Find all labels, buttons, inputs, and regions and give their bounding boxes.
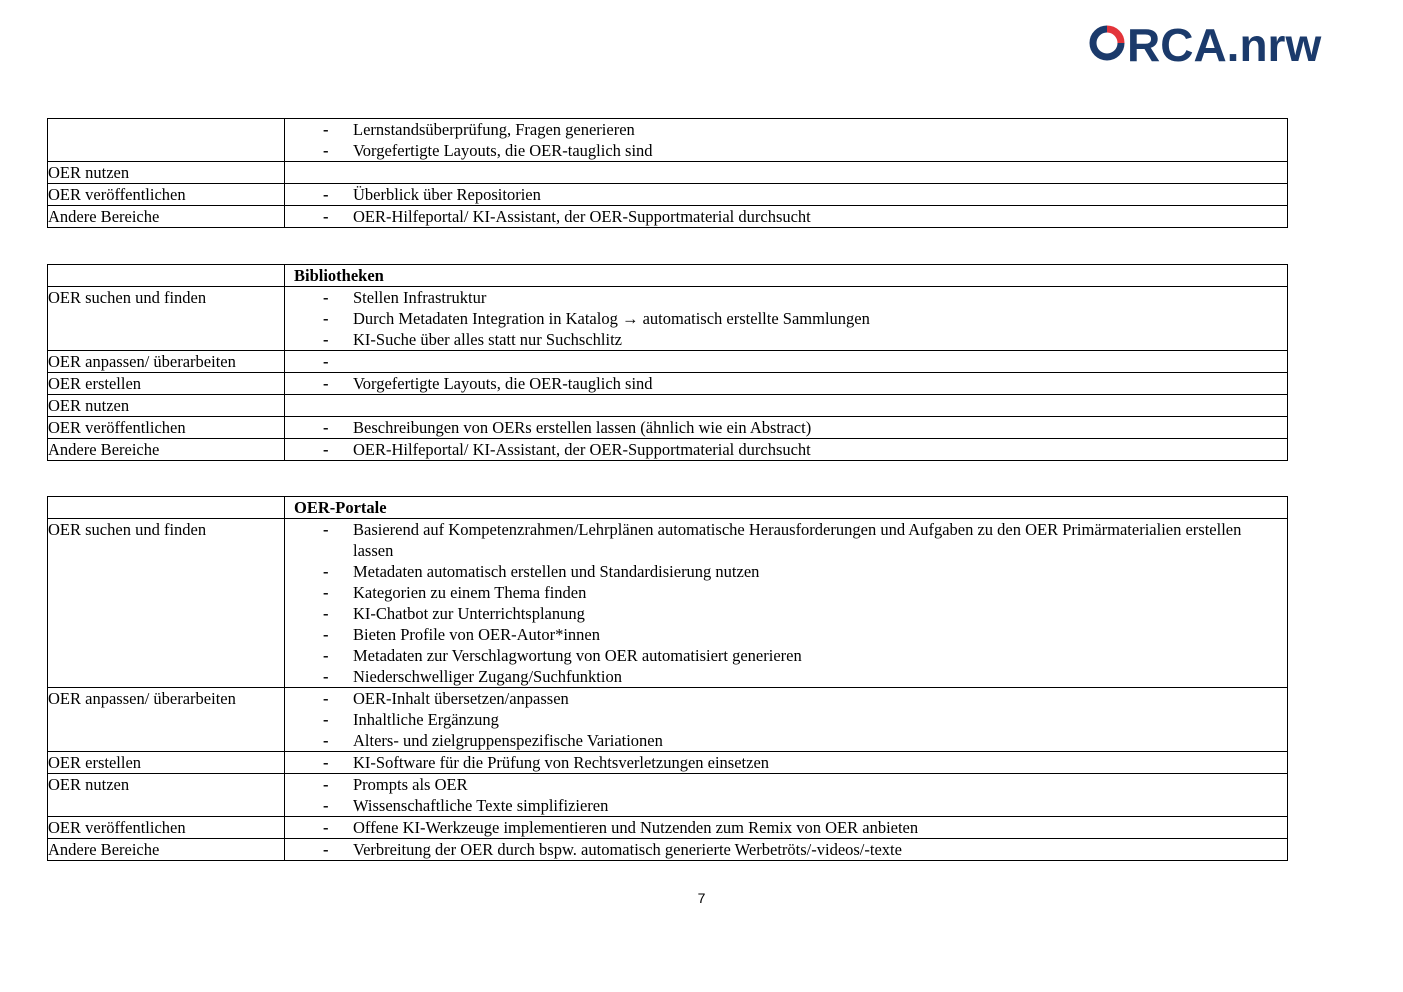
row-label: OER nutzen [48, 162, 285, 184]
list-item [285, 666, 1287, 687]
list-item [285, 184, 1287, 205]
list-item [285, 839, 1287, 860]
row-label: OER veröffentlichen [48, 417, 285, 439]
list-item-text: Alters- und zielgruppenspezifische Variationen [353, 731, 663, 750]
table-oer-portale [47, 496, 1288, 861]
row-content [285, 162, 1288, 184]
table-row [48, 417, 1288, 439]
dash-bullet: - [323, 775, 329, 794]
dash-bullet: - [323, 374, 329, 393]
list-item [285, 287, 1287, 308]
row-label: OER erstellen [48, 752, 285, 774]
list-item-text: Basierend auf Kompetenzrahmen/Lehrplänen automatische Herausforderungen und Aufgaben zu den OER Primärmaterialien erstellen lassen [353, 520, 1242, 560]
dash-bullet: - [323, 840, 329, 859]
bullet-list [285, 774, 1287, 816]
list-item [285, 688, 1287, 709]
table-title: Bibliotheken [294, 266, 384, 285]
list-item [285, 709, 1287, 730]
table-row [48, 688, 1288, 752]
table-general [47, 118, 1288, 228]
bullet-list [285, 752, 1287, 773]
dash-bullet: - [323, 207, 329, 226]
row-content [285, 351, 1288, 373]
list-item [285, 730, 1287, 751]
row-content [285, 519, 1288, 688]
table-header-row [48, 497, 1288, 519]
table-row [48, 774, 1288, 817]
list-item-text: Metadaten automatisch erstellen und Standardisierung nutzen [353, 562, 760, 581]
row-content [285, 206, 1288, 228]
list-item [285, 795, 1287, 816]
row-content [285, 395, 1288, 417]
row-label: OER erstellen [48, 373, 285, 395]
dash-bullet: - [323, 418, 329, 437]
list-item-text: OER-Inhalt übersetzen/anpassen [353, 689, 569, 708]
table-row [48, 839, 1288, 861]
list-item [285, 817, 1287, 838]
table-bibliotheken [47, 264, 1288, 461]
list-item [285, 439, 1287, 460]
list-item-text: Beschreibungen von OERs erstellen lassen (ähnlich wie ein Abstract) [353, 418, 812, 437]
list-item-text: Wissenschaftliche Texte simplifizieren [353, 796, 609, 815]
list-item [285, 329, 1287, 350]
dash-bullet: - [323, 288, 329, 307]
table-row [48, 373, 1288, 395]
dash-bullet: - [323, 520, 329, 539]
bullet-list [285, 439, 1287, 460]
list-item-text: Vorgefertigte Layouts, die OER-tauglich sind [353, 374, 653, 393]
dash-bullet: - [323, 440, 329, 459]
list-item-text: Überblick über Repositorien [353, 185, 541, 204]
dash-bullet: - [323, 753, 329, 772]
bullet-list [285, 688, 1287, 751]
table-row [48, 817, 1288, 839]
list-item [285, 351, 1287, 372]
list-item [285, 561, 1287, 582]
table-row [48, 162, 1288, 184]
bullet-list [285, 817, 1287, 838]
dash-bullet: - [323, 731, 329, 750]
list-item-text: Kategorien zu einem Thema finden [353, 583, 587, 602]
list-item-text: Verbreitung der OER durch bspw. automatisch generierte Werbetröts/-videos/-texte [353, 840, 902, 859]
table-row [48, 206, 1288, 228]
dash-bullet: - [323, 583, 329, 602]
list-item [285, 206, 1287, 227]
list-item [285, 119, 1287, 140]
logo-o-icon [1088, 23, 1126, 63]
row-content [285, 839, 1288, 861]
row-content [285, 184, 1288, 206]
list-item [285, 624, 1287, 645]
table-row [48, 519, 1288, 688]
table-row [48, 439, 1288, 461]
list-item [285, 774, 1287, 795]
dash-bullet: - [323, 646, 329, 665]
dash-bullet: - [323, 796, 329, 815]
dash-bullet: - [323, 710, 329, 729]
bullet-list [285, 373, 1287, 394]
header-label-cell [48, 497, 285, 519]
table-row [48, 287, 1288, 351]
row-label: OER suchen und finden [48, 287, 285, 351]
dash-bullet: - [323, 120, 329, 139]
list-item [285, 582, 1287, 603]
row-label: Andere Bereiche [48, 839, 285, 861]
row-label: OER veröffentlichen [48, 817, 285, 839]
row-label: Andere Bereiche [48, 439, 285, 461]
dash-bullet: - [323, 562, 329, 581]
row-content [285, 752, 1288, 774]
table-row [48, 752, 1288, 774]
table-row [48, 184, 1288, 206]
dash-bullet: - [323, 352, 329, 371]
table-header-row [48, 265, 1288, 287]
bullet-list [285, 839, 1287, 860]
list-item [285, 140, 1287, 161]
list-item-text: Niederschwelliger Zugang/Suchfunktion [353, 667, 622, 686]
bullet-list [285, 119, 1287, 161]
list-item [285, 752, 1287, 773]
list-item-text: Offene KI-Werkzeuge implementieren und Nutzenden zum Remix von OER anbieten [353, 818, 919, 837]
list-item [285, 417, 1287, 438]
row-label: OER veröffentlichen [48, 184, 285, 206]
dash-bullet: - [323, 330, 329, 349]
row-label: Andere Bereiche [48, 206, 285, 228]
list-item [285, 603, 1287, 624]
row-content [285, 287, 1288, 351]
dash-bullet: - [323, 667, 329, 686]
list-item-text: Stellen Infrastruktur [353, 288, 487, 307]
row-content [285, 417, 1288, 439]
list-item-text: Lernstandsüberprüfung, Fragen generieren [353, 120, 635, 139]
header-title-cell [285, 265, 1288, 287]
table-row [48, 351, 1288, 373]
bullet-list [285, 417, 1287, 438]
table-row [48, 395, 1288, 417]
list-item-text: Bieten Profile von OER-Autor*innen [353, 625, 601, 644]
dash-bullet: - [323, 141, 329, 160]
header-label-cell [48, 265, 285, 287]
row-content [285, 688, 1288, 752]
row-content [285, 373, 1288, 395]
bullet-list [285, 287, 1287, 350]
list-item-text: Metadaten zur Verschlagwortung von OER automatisiert generieren [353, 646, 802, 665]
row-content [285, 817, 1288, 839]
logo-text: RCA.nrw [1127, 19, 1322, 71]
row-content [285, 439, 1288, 461]
table-row [48, 119, 1288, 162]
bullet-list [285, 519, 1287, 687]
list-item [285, 519, 1287, 561]
list-item-text: KI-Software für die Prüfung von Rechtsverletzungen einsetzen [353, 753, 770, 772]
dash-bullet: - [323, 309, 329, 328]
list-item [285, 645, 1287, 666]
row-label: OER nutzen [48, 774, 285, 817]
list-item-text: KI-Chatbot zur Unterrichtsplanung [353, 604, 585, 623]
dash-bullet: - [323, 604, 329, 623]
list-item [285, 373, 1287, 394]
bullet-list [285, 184, 1287, 205]
table-title: OER-Portale [294, 498, 387, 517]
row-content [285, 774, 1288, 817]
header-title-cell [285, 497, 1288, 519]
row-label: OER nutzen [48, 395, 285, 417]
row-label: OER suchen und finden [48, 519, 285, 688]
dash-bullet: - [323, 818, 329, 837]
dash-bullet: - [323, 185, 329, 204]
list-item-text: Prompts als OER [353, 775, 468, 794]
list-item-text: Vorgefertigte Layouts, die OER-tauglich sind [353, 141, 653, 160]
dash-bullet: - [323, 689, 329, 708]
page-number: 7 [697, 890, 706, 906]
list-item-text: Durch Metadaten Integration in Katalog → automatisch erstellte Sammlungen [353, 309, 870, 328]
list-item-text: Inhaltliche Ergänzung [353, 710, 499, 729]
row-content [285, 119, 1288, 162]
list-item-text: KI-Suche über alles statt nur Suchschlitz [353, 330, 622, 349]
bullet-list [285, 351, 1287, 372]
row-label [48, 119, 285, 162]
list-item-text: OER-Hilfeportal/ KI-Assistant, der OER-Supportmaterial durchsucht [353, 440, 811, 459]
list-item-text: OER-Hilfeportal/ KI-Assistant, der OER-Supportmaterial durchsucht [353, 207, 811, 226]
row-label: OER anpassen/ überarbeiten [48, 688, 285, 752]
bullet-list [285, 206, 1287, 227]
dash-bullet: - [323, 625, 329, 644]
list-item [285, 308, 1287, 329]
row-label: OER anpassen/ überarbeiten [48, 351, 285, 373]
orca-nrw-logo [1088, 18, 1321, 72]
